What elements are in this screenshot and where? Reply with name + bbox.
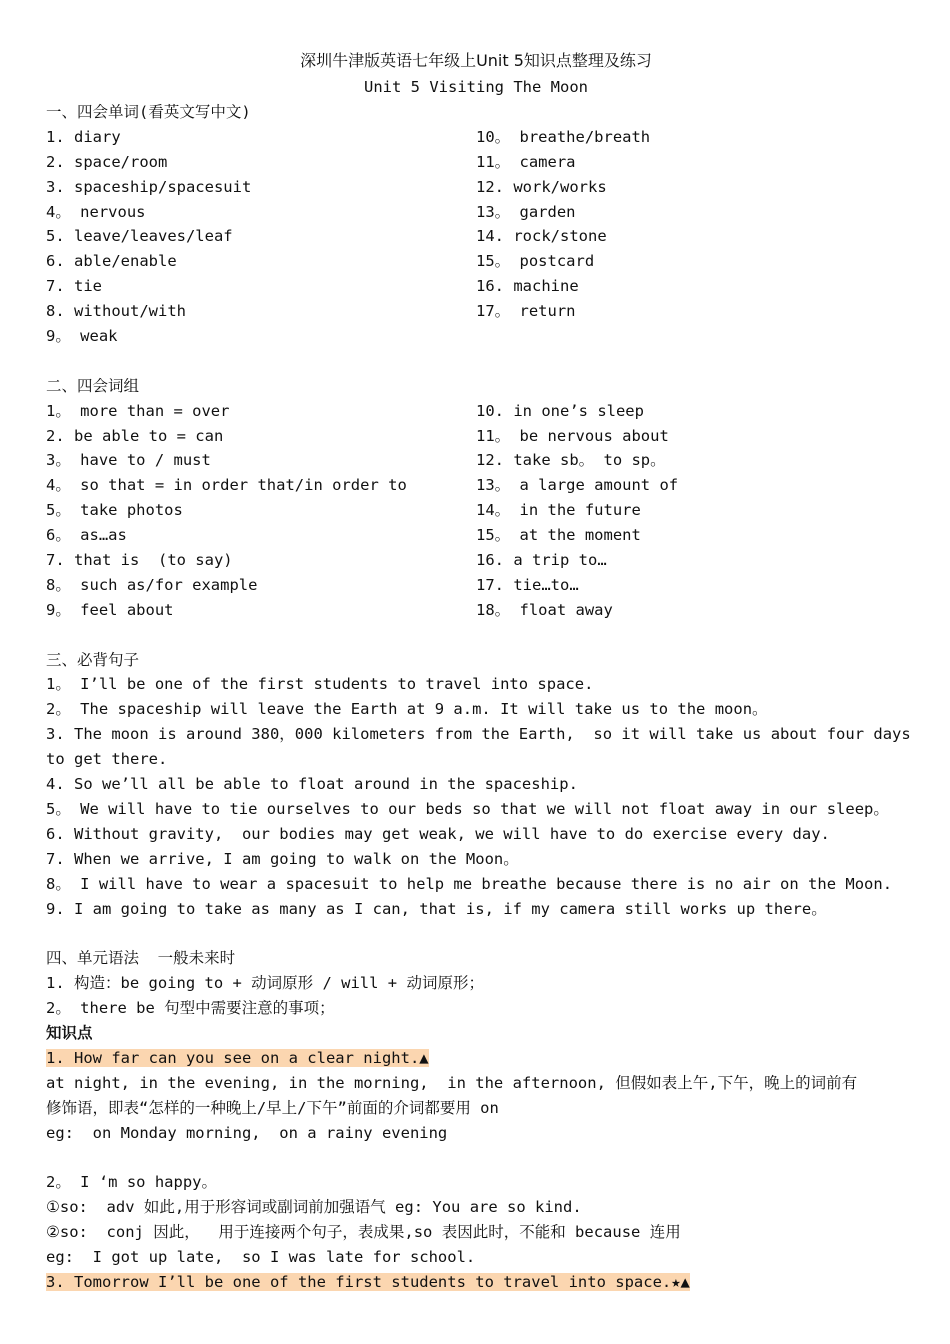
phrase-item: 15。 at the moment [476, 526, 641, 545]
vocab-left-column [46, 125, 476, 349]
sentence-list [46, 672, 911, 921]
vocab-item: 8. without/with [46, 302, 186, 321]
point-2: 2。 I ‘m so happy。 [46, 1173, 217, 1192]
phrase-list [46, 399, 906, 623]
point2-usage-conj: ②so: conj 因此， 用于连接两个句子，表成果,so 表因此时，不能和 because 连用 [46, 1223, 681, 1242]
sentence-item: 3. The moon is around 380，000 kilometers from the Earth, so it will take us about four days [46, 725, 911, 744]
sentence-item: 8。 I will have to wear a spacesuit to help me breathe because there is no air on the Moon. [46, 874, 893, 893]
phrase-item: 4。 so that = in order that/in order to [46, 476, 407, 495]
section3-heading: 三、必背句子 [46, 650, 140, 669]
phrase-item: 12. take sb。 to sp。 [476, 451, 666, 470]
phrase-item: 17. tie…to… [476, 575, 579, 594]
vocab-item: 15。 postcard [476, 252, 595, 271]
section2-heading: 二、四会词组 [46, 376, 140, 395]
sentence-item: 6. Without gravity, our bodies may get weak, we will have to do exercise every day. [46, 824, 830, 843]
grammar-structure: 1. 构造：be going to + 动词原形 / will + 动词原形； [46, 974, 484, 993]
document-title: 深圳牛津版英语七年级上Unit 5知识点整理及练习 [300, 51, 652, 70]
vocab-item: 3. spaceship/spacesuit [46, 177, 252, 196]
section1-heading: 一、四会单词(看英文写中文) [46, 103, 251, 121]
spacer [46, 623, 906, 648]
phrase-item: 6。 as…as [46, 526, 127, 545]
highlighted-point-3: 3. Tomorrow I’ll be one of the first students to travel into space.★▲ [46, 1272, 690, 1291]
unit-title: Unit 5 Visiting The Moon [364, 78, 588, 96]
spacer [46, 1145, 906, 1170]
phrase-item: 7. that is (to say) [46, 551, 233, 570]
vocab-item: 6. able/enable [46, 252, 177, 271]
vocab-item: 10。 breathe/breath [476, 127, 651, 146]
spacer [46, 349, 906, 374]
phrase-right-column [476, 399, 906, 623]
phrase-item: 1。 more than = over [46, 401, 230, 420]
sentence-item: 7. When we arrive, I am going to walk on the Moon。 [46, 849, 519, 868]
vocab-item: 2. space/room [46, 152, 168, 171]
vocab-item: 9。 weak [46, 327, 118, 346]
point1-explanation-cont: 修饰语，即表“怎样的一种晚上/早上/下午”前面的介词都要用 on [46, 1098, 499, 1117]
phrase-item: 18。 float away [476, 600, 613, 619]
vocab-item: 1. diary [46, 127, 121, 146]
vocab-list [46, 125, 906, 349]
vocab-item: 4。 nervous [46, 202, 146, 221]
phrase-item: 2. be able to = can [46, 426, 224, 445]
phrase-item: 3。 have to / must [46, 451, 211, 470]
vocab-item: 16. machine [476, 277, 579, 296]
highlighted-point-1: 1. How far can you see on a clear night.▲ [46, 1048, 429, 1067]
sentence-item: 9. I am going to take as many as I can, that is, if my camera still works up there。 [46, 899, 827, 918]
phrase-item: 8。 such as/for example [46, 575, 258, 594]
phrase-item: 16. a trip to… [476, 551, 607, 570]
phrase-left-column [46, 399, 476, 623]
grammar-note: 2。 there be 句型中需要注意的事项； [46, 999, 335, 1018]
point1-example: eg: on Monday morning, on a rainy evening [46, 1123, 448, 1142]
sentence-item: 5。 We will have to tie ourselves to our beds so that we will not float away in our sleep。 [46, 799, 889, 818]
sentence-item: 1。 I’ll be one of the first students to travel into space. [46, 675, 594, 694]
vocab-item: 13。 garden [476, 202, 576, 221]
knowledge-heading: 知识点 [46, 1023, 93, 1042]
vocab-item: 11。 camera [476, 152, 576, 171]
vocab-right-column [476, 125, 906, 349]
section4-heading: 四、单元语法 一般未来时 [46, 949, 236, 968]
document-page [46, 48, 911, 1295]
sentence-item: 2。 The spaceship will leave the Earth at 9 a.m. It will take us to the moon。 [46, 700, 768, 719]
phrase-item: 13。 a large amount of [476, 476, 679, 495]
vocab-item: 5. leave/leaves/leaf [46, 227, 233, 246]
phrase-item: 11。 be nervous about [476, 426, 669, 445]
vocab-item: 7. tie [46, 277, 102, 296]
point2-example: eg: I got up late, so I was late for school. [46, 1247, 476, 1266]
vocab-item: 17。 return [476, 302, 576, 321]
phrase-item: 5。 take photos [46, 501, 183, 520]
point2-usage-adv: ①so: adv 如此,用于形容词或副词前加强语气 eg: You are so kind. [46, 1198, 582, 1217]
sentence-item: 4. So we’ll all be able to float around in the spaceship. [46, 775, 578, 794]
vocab-item: 14. rock/stone [476, 227, 607, 246]
phrase-item: 10. in one’s sleep [476, 401, 644, 420]
sentence-item: to get there. [46, 750, 168, 769]
spacer [46, 921, 906, 946]
phrase-item: 9。 feel about [46, 600, 174, 619]
point1-explanation: at night, in the evening, in the morning, in the afternoon, 但假如表上午,下午，晚上的词前有 [46, 1073, 858, 1092]
phrase-item: 14。 in the future [476, 501, 641, 520]
vocab-item: 12. work/works [476, 177, 607, 196]
